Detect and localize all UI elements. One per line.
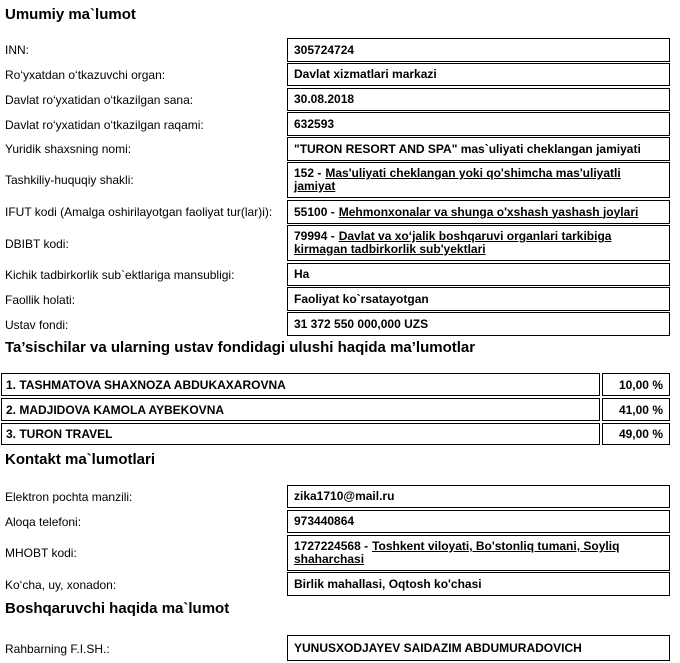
director-label: Rahbarning F.I.SH.: [5,642,110,656]
email-value-text: zika1710@mail.ru [294,489,395,503]
legal-form-label: Tashkiliy-huquqiy shakli: [5,173,134,187]
charter-fund-label: Ustav fondi: [5,318,69,332]
charter-fund-value-text: 31 372 550 000,000 UZS [294,316,429,331]
reg-date-label: Davlat ro‘yxatidan o‘tkazilgan sana: [5,93,194,107]
phone-label: Aloqa telefoni: [5,515,82,529]
founder-row-name: 3. TURON TRAVEL [1,423,600,445]
phone-value-text: 973440864 [294,514,355,528]
reg-organ-label: Ro‘yxatdan o‘tkazuvchi organ: [5,68,166,82]
founder-row-share: 49,00 % [602,423,670,445]
small-business-label: Kichik tadbirkorlik sub`ektlariga mansubligi: [5,268,235,282]
reg-organ-value [287,63,670,86]
legal-name-label: Yuridik shaxsning nomi: [5,142,132,156]
reg-date-value [287,88,670,111]
phone-value [287,510,670,533]
reg-organ-value-text: Davlat xizmatlari markazi [294,67,437,81]
legal-name-value [287,137,670,161]
general-info-heading: Umumiy ma`lumot [5,6,136,23]
email-label: Elektron pochta manzili: [5,490,133,504]
activity-status-value-text: Faoliyat ko`rsatayotgan [294,291,429,306]
reg-date-value-text: 30.08.2018 [294,92,355,106]
charter-fund-value [287,312,670,336]
activity-status-value [287,287,670,311]
reg-number-label: Davlat ro‘yxatidan o‘tkazilgan raqami: [5,118,204,132]
legal-form-link[interactable]: Mas'uliyati cheklangan yoki qo'shimcha mas'uliyatli jamiyat [294,166,621,193]
ifut-value [287,200,670,224]
reg-number-value-text: 632593 [294,116,335,131]
small-business-value-text: Ha [294,267,310,281]
mhobt-value [287,535,670,571]
management-heading: Boshqaruvchi haqida ma`lumot [5,600,230,617]
founder-row-share: 10,00 % [602,373,670,396]
mhobt-link[interactable]: Toshkent viloyati, Bo'stonliq tumani, Soyliq shaharchasi [294,539,620,566]
street-label: Ko‘cha, uy, xonadon: [5,578,117,592]
dbibt-label: DBIBT kodi: [5,237,69,251]
founder-row-name: 2. MADJIDOVA KAMOLA AYBEKOVNA [1,398,600,421]
inn-value [287,38,670,62]
contact-heading: Kontakt ma`lumotlari [5,451,156,468]
mhobt-label: MHOBT kodi: [5,546,77,560]
legal-name-value-text: "TURON RESORT AND SPA" mas`uliyati cheklangan jamiyati [294,141,641,156]
director-value [287,635,670,661]
legal-form-code: 152 - [294,166,322,180]
director-value-text: YUNUSXODJAYEV SAIDAZIM ABDUMURADOVICH [294,640,582,655]
dbibt-value [287,225,670,261]
dbibt-code: 79994 - [294,229,335,243]
ifut-link[interactable]: Mehmonxonalar va shunga o'xshash yashash joylari [338,204,639,219]
mhobt-code: 1727224568 - [294,539,369,553]
inn-label: INN: [5,43,29,57]
ifut-label: IFUT kodi (Amalga oshirilayotgan faoliyat tur(lar)i): [5,205,273,219]
founder-row-share: 41,00 % [602,398,670,421]
ifut-code: 55100 - [294,204,335,219]
dbibt-link[interactable]: Davlat va xo‘jalik boshqaruvi organlari tarkibiga kirmagan tadbirkorlik sub'yektlari [294,229,612,256]
street-value [287,572,670,596]
small-business-value [287,263,670,286]
legal-form-value [287,162,670,198]
inn-value-text: 305724724 [294,42,355,57]
founder-row-name: 1. TASHMATOVA SHAXNOZA ABDUKAXAROVNA [1,373,600,396]
activity-status-label: Faollik holati: [5,293,76,307]
founders-heading: Ta’sischilar va ularning ustav fondidagi ulushi haqida ma’lumotlar [5,339,476,356]
email-value [287,485,670,508]
reg-number-value [287,112,670,136]
street-value-text: Birlik mahallasi, Oqtosh ko'chasi [294,576,482,591]
